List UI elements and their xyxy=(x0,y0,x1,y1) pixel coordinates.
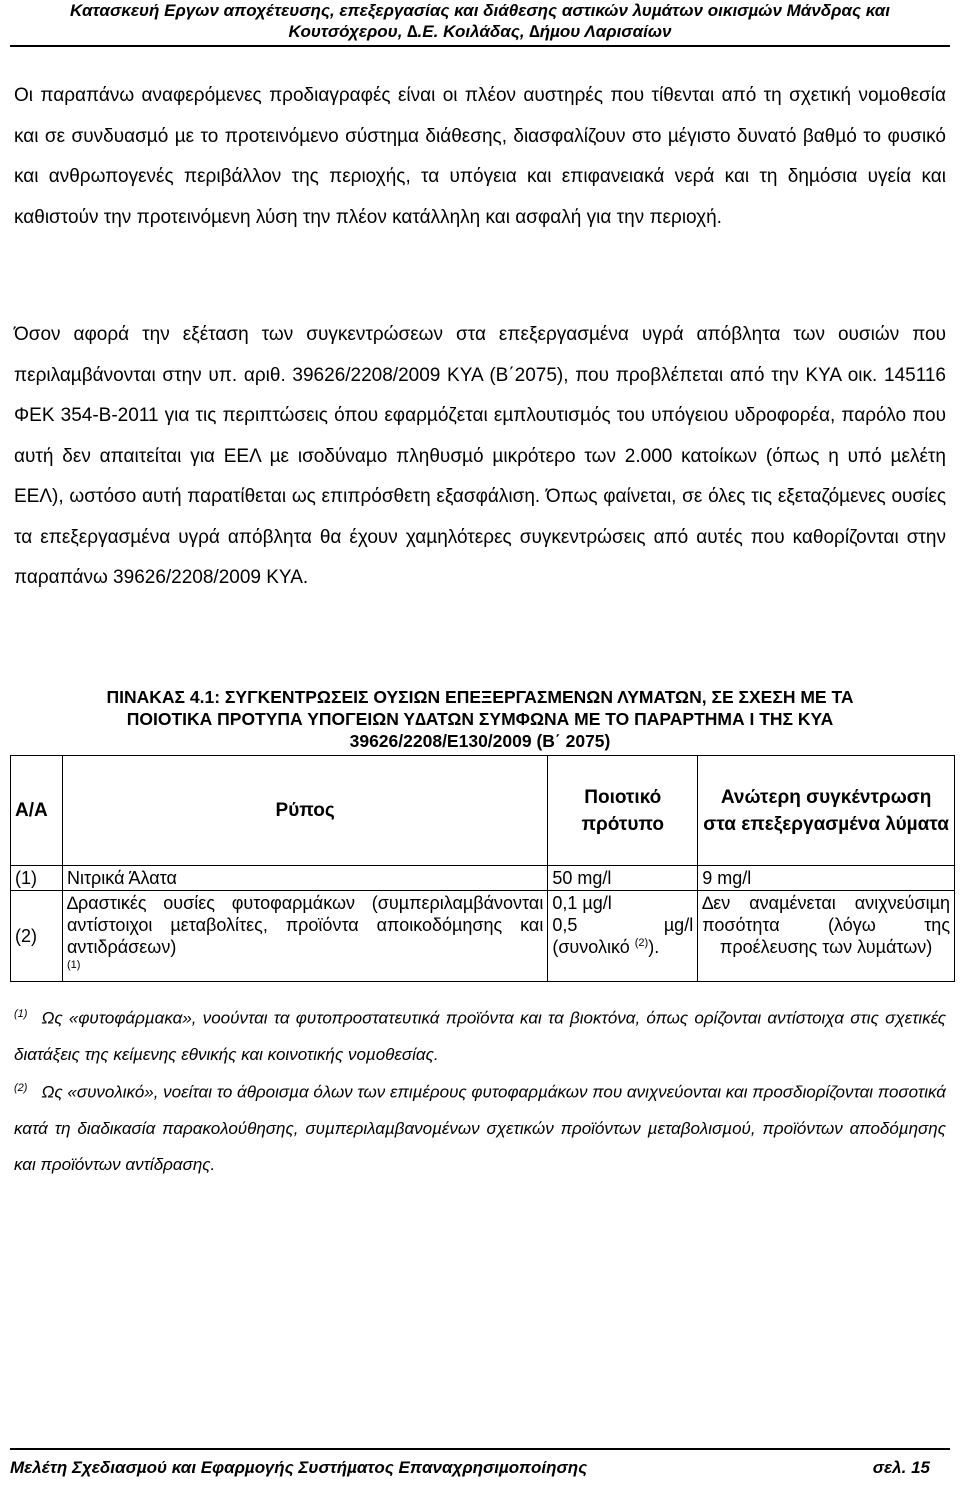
cell-pollutant: Νιτρικά Άλατα xyxy=(62,866,547,891)
table-title xyxy=(14,686,946,752)
table-header-row xyxy=(11,756,955,866)
pollutant-note xyxy=(67,958,543,980)
footnote-1-mark: (1) xyxy=(14,1008,28,1020)
page-number: σελ. 15 xyxy=(872,1458,930,1477)
header-line-1: Κατασκευή Εργων αποχέτευσης, επεξεργασίας και διάθεσης αστικών λυµάτων οικισµών Μάνδρας και xyxy=(69,1,891,20)
pollutant-text: ∆ραστικές ουσίες φυτοφαρµάκων (συµπεριλαµβάνονται αντίστοιχοι µεταβολίτες, προϊόντα αποικοδόµησης και αντιδράσεων) xyxy=(66,893,544,957)
table-title-line-1: ΠΙΝΑΚΑΣ 4.1: ΣΥΓΚΕΝΤΡΩΣΕΙΣ ΟΥΣΙΩΝ ΕΠΕΞΕΡΓΑΣΜΕΝΩΝ ΛΥΜΑΤΩΝ, ΣΕ ΣΧΕΣΗ ΜΕ ΤΑ xyxy=(106,687,854,707)
standard-note-mark: (2) xyxy=(634,937,649,949)
footnote-2-text: Ως «συνολικό», νοείται το άθροισµα όλων των επιµέρους φυτοφαρµάκων που ανιχνεύονται και προσδιορίζονται ποσοτικά κατά τη διαδικασία παρακολούθησης, συµπεριλαµβανοµένων σχετικών προϊόντων µεταβολισµού, προϊόντων αποδόµησης και προϊόντων αντίδρασης. xyxy=(14,1082,946,1174)
footnote-1-text: Ως «φυτοφάρµακα», νοούνται τα φυτοπροστατευτικά προϊόντα και τα βιοκτόνα, όπως ορίζονται αντίστοιχα στις σχετικές διατάξεις της κείµενης εθνικής και κοινοτικής νοµοθεσίας. xyxy=(14,1008,946,1064)
pollutant-note-mark: (1) xyxy=(66,959,81,971)
header-line-2: Κουτσόχερου, ∆.Ε. Κοιλάδας, ∆ήµου Λαρισαίων xyxy=(288,22,672,41)
standard-line-3 xyxy=(552,936,693,958)
cell-aa: (2) xyxy=(11,891,63,982)
standard-unit: µg/l xyxy=(663,915,694,935)
header-aa: Α/Α xyxy=(11,756,63,866)
paragraph-2: Όσον αφορά την εξέταση των συγκεντρώσεων στα επεξεργασµένα υγρά απόβλητα των ουσιών που περιλαµβάνονται στην υπ. αριθ. 39626/2208/2009 ΚΥΑ (Β΄2075), που προβλέπεται από την ΚΥΑ οικ. 145116 ΦΕΚ 354-Β-2011 για τις περιπτώσεις όπου εφαρµόζεται εµπλουτισµός του υπόγειου υδροφορέα, παρόλο που αυτή δεν απαιτείται για ΕΕΛ µε ισοδύναµο πληθυσµό µικρότερο των 2.000 κατοίκων (όπως η υπό µελέτη ΕΕΛ), ωστόσο αυτή παρατίθεται ως επιπρόσθετη εξασφάλιση. Όπως φαίνεται, σε όλες τις εξεταζόµενες ουσίες τα επεξεργασµένα υγρά απόβλητα θα έχουν χαµηλότερες συγκεντρώσεις από αυτές που καθορίζονται στην παραπάνω 39626/2208/2009 ΚΥΑ. xyxy=(14,324,946,588)
cell-max-concentration: 9 mg/l xyxy=(698,866,955,891)
table-title-line-2: ΠΟΙΟΤΙΚΑ ΠΡΟΤΥΠΑ ΥΠΟΓΕΙΩΝ Υ∆ΑΤΩΝ ΣΥΜΦΩΝΑ ΜΕ ΤΟ ΠΑΡΑΡΤΗΜΑ Ι ΤΗΣ ΚΥΑ xyxy=(126,709,834,729)
footnote-1 xyxy=(14,996,946,1073)
header-max-concentration: Ανώτερη συγκέντρωση στα επεξεργασµένα λύµατα xyxy=(698,756,955,866)
footnote-2 xyxy=(14,1070,946,1183)
standard-value: 0,5 xyxy=(552,915,578,935)
table-row xyxy=(11,891,955,982)
header-pollutant: Ρύπος xyxy=(62,756,547,866)
header-standard: Ποιοτικό πρότυπο xyxy=(548,756,698,866)
paragraph-1: Οι παραπάνω αναφερόµενες προδιαγραφές είναι οι πλέον αυστηρές που τίθενται από τη σχετική νοµοθεσία και σε συνδυασµό µε το προτεινόµενο σύστηµα διάθεσης, διασφαλίζουν στο µέγιστο δυνατό βαθµό το φυσικό και ανθρωπογενές περιβάλλον της περιοχής, τα υπόγεια και επιφανειακά νερά και τη δηµόσια υγεία και καθιστούν την προτεινόµενη λύση την πλέον κατάλληλη και ασφαλή για την περιοχή. xyxy=(14,85,946,228)
header-rule xyxy=(10,45,950,47)
table-title-line-3: 39626/2208/Ε130/2009 (Β΄ 2075) xyxy=(349,731,611,751)
standard-line-2 xyxy=(552,914,693,936)
concentrations-table xyxy=(10,755,955,982)
standard-line-end: ). xyxy=(648,937,660,957)
standard-total-label: (συνολικό xyxy=(552,937,630,957)
cell-max-concentration: ∆εν αναµένεται ανιχνεύσιµη ποσότητα (λόγω της προέλευσης των λυµάτων) xyxy=(698,891,955,982)
page-footer xyxy=(10,1448,950,1478)
cell-standard: 50 mg/l xyxy=(548,866,698,891)
cell-standard xyxy=(548,891,698,982)
page-header xyxy=(0,0,960,42)
cell-aa: (1) xyxy=(11,866,63,891)
footer-title: Μελέτη Σχεδιασµού και Εφαρµογής Συστήµατος Επαναχρησιµοποίησης xyxy=(10,1458,588,1477)
standard-line-1: 0,1 µg/l xyxy=(552,893,612,913)
cell-pollutant xyxy=(62,891,547,982)
footnote-2-mark: (2) xyxy=(14,1082,28,1094)
table-row xyxy=(11,866,955,891)
